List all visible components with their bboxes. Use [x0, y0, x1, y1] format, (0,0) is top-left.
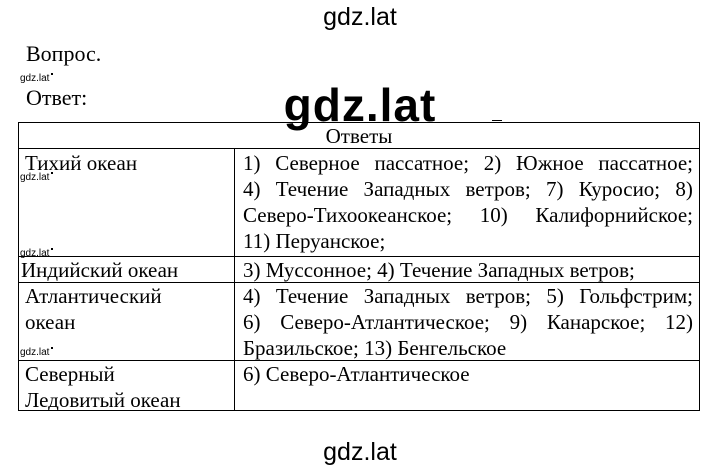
answer-line: Бразильское; 13) Бенгельское	[243, 336, 507, 360]
watermark-underline	[492, 120, 502, 121]
question-label: Вопрос.	[26, 41, 102, 66]
word: 8)	[675, 177, 693, 201]
watermark-bottom: gdz.lat	[323, 438, 397, 466]
watermark-small: gdz.lat	[20, 347, 53, 358]
ocean-name: океан	[25, 310, 76, 334]
answer-line	[243, 150, 693, 176]
word: 1)	[243, 151, 261, 175]
ocean-name: Северный	[25, 362, 115, 386]
answer-label: Ответ:	[26, 85, 88, 110]
answer-line	[243, 176, 693, 202]
word: ветров;	[465, 284, 531, 308]
word: 5)	[546, 284, 564, 308]
word: 4)	[243, 177, 261, 201]
table-row-answer	[243, 257, 693, 283]
table-row-answer	[243, 283, 693, 361]
word: 10)	[479, 203, 508, 227]
watermark-small: gdz.lat	[20, 73, 53, 84]
ocean-name: Атлантический	[25, 284, 162, 308]
word: Течение	[275, 284, 349, 308]
word: Южное	[516, 151, 584, 175]
word: Северное	[275, 151, 360, 175]
watermark-top: gdz.lat	[323, 3, 397, 31]
word: пассатное;	[374, 151, 470, 175]
watermark-small: gdz.lat	[20, 172, 53, 183]
word: Западных	[363, 177, 451, 201]
answers-table	[18, 122, 700, 411]
answer-line: 3) Муссонное; 4) Течение Западных ветров;	[243, 258, 635, 282]
answer-line: 11) Перуанское;	[243, 229, 386, 253]
answer-line	[243, 309, 693, 335]
word: 7)	[546, 177, 564, 201]
word: Западных	[363, 284, 451, 308]
word: Канарское;	[546, 310, 646, 334]
table-row-ocean	[25, 361, 225, 413]
watermark-large: gdz.lat	[283, 79, 437, 131]
table-header: Ответы	[325, 124, 393, 148]
table-row-ocean	[21, 257, 231, 283]
watermark-small: gdz.lat	[20, 248, 53, 259]
ocean-name: Ледовитый океан	[25, 388, 181, 412]
ocean-name: Тихий океан	[25, 151, 138, 175]
word: ветров;	[465, 177, 531, 201]
word: 9)	[509, 310, 528, 334]
word: 2)	[483, 151, 502, 175]
table-row-answer	[243, 361, 693, 387]
column-divider	[234, 148, 235, 410]
answer-line	[243, 283, 693, 309]
word: Калифорнийское;	[535, 203, 693, 227]
table-row-answer	[243, 150, 693, 254]
word: Течение	[275, 177, 349, 201]
word: 12)	[665, 310, 693, 334]
word: Куросио;	[578, 177, 661, 201]
row-divider	[19, 148, 699, 149]
table-row-ocean	[25, 283, 225, 335]
word: 6)	[243, 310, 261, 334]
word: пассатное;	[598, 151, 693, 175]
table-row-ocean	[25, 150, 225, 176]
word: 4)	[243, 284, 261, 308]
answer-line	[243, 202, 693, 228]
word: Северо-Атлантическое;	[280, 310, 490, 334]
ocean-name: Индийский океан	[21, 258, 179, 282]
answer-line: 6) Северо-Атлантическое	[243, 362, 470, 386]
word: Северо-Тихоокеанское;	[243, 203, 453, 227]
word: Гольфстрим;	[579, 284, 693, 308]
